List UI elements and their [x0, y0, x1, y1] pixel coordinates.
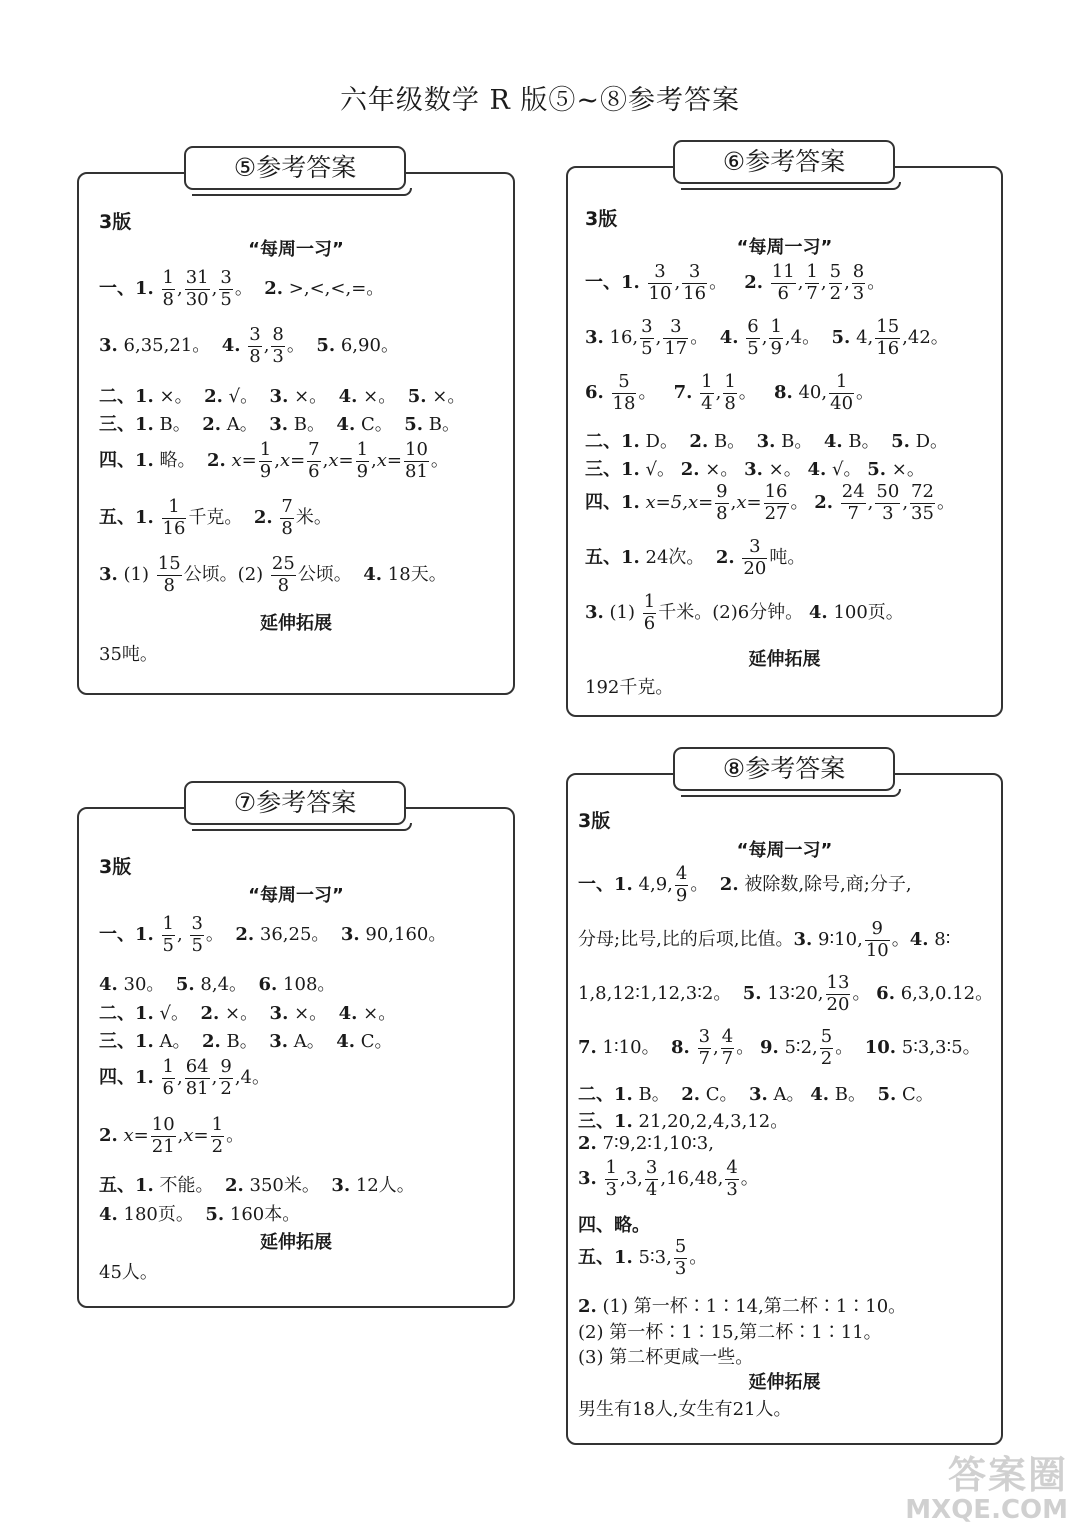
fraction: $\frac{3}{10}$: [648, 261, 672, 304]
panel-8-subtitle: “每周一习”: [736, 840, 833, 861]
fraction: $\frac{5}{3}$: [674, 1236, 687, 1279]
fraction: $\frac{3}{20}$: [743, 536, 767, 579]
fraction: $\frac{10}{21}$: [151, 1114, 175, 1157]
panel-8-line-3: 1,8,12∶1,12,3∶2。 5. 13∶20, $\frac{13}{20}$ 。 6. 6,3,0.12。: [578, 972, 994, 1015]
panel-8-line-5: 二、1. B。 2. C。 3. A。 4. B。 5. C。: [578, 1084, 934, 1105]
panel-6-line-6: 四、1. x=5,x= $\frac{9}{8}$ ,x= $\frac{16}{27}$ 。 2. $\frac{24}{7}$ , $\frac{50}{3}$ , $\frac{72}{35}$ 。: [585, 481, 955, 524]
panel-8-ext-answer: 男生有18人,女生有21人。: [578, 1399, 792, 1420]
panel-7-line-4: 三、1. A。 2. B。 3. A。 4. C。: [99, 1031, 393, 1052]
panel-7-line-3: 二、1. √。 2. ×。 3. ×。 4. ×。: [99, 1003, 397, 1024]
panel-6-line-7: 五、1. 24次。 2. $\frac{3}{20}$ 吨。: [585, 536, 806, 579]
fraction: $\frac{1}{40}$: [830, 371, 854, 414]
page-title: 六年级数学 R 版⑤~⑧参考答案: [339, 85, 741, 116]
panel-8-line-11: 2. (1) 第一杯∶1∶14,第二杯∶1∶10。: [578, 1296, 907, 1317]
fraction: $\frac{24}{7}$: [841, 481, 865, 524]
panel-6-line-8: 3. (1) $\frac{1}{6}$ 千米。(2)6分钟。 4. 100页。: [585, 591, 904, 634]
fraction: $\frac{1}{8}$: [162, 267, 174, 310]
fraction: $\frac{72}{35}$: [911, 481, 934, 524]
panel-8-line-9: 四、略。: [578, 1215, 650, 1236]
panel-8-line-12: (2) 第一杯∶1∶15,第二杯∶1∶11。: [578, 1322, 882, 1343]
panel-7-tab: ⑦参考答案: [184, 781, 406, 825]
fraction: $\frac{10}{81}$: [405, 439, 428, 482]
fraction: $\frac{1}{2}$: [211, 1114, 224, 1157]
panel-6-subtitle: “每周一习”: [736, 237, 833, 258]
fraction: $\frac{1}{16}$: [162, 496, 186, 539]
fraction: $\frac{1}{6}$: [162, 1056, 174, 1099]
fraction: $\frac{16}{27}$: [764, 481, 788, 524]
panel-7-subtitle: “每周一习”: [248, 885, 344, 906]
fraction: $\frac{3}{5}$: [641, 316, 653, 359]
fraction: $\frac{7}{8}$: [281, 496, 293, 539]
fraction: $\frac{1}{9}$: [770, 316, 782, 359]
panel-6-line-2: 3. 16, $\frac{3}{5}$ , $\frac{3}{17}$ 。 4. $\frac{6}{5}$ , $\frac{1}{9}$ ,4。 5. 4, $\frac{15}{16}$ ,42。: [585, 316, 949, 359]
panel-8-line-8: 3. $\frac{1}{3}$ ,3, $\frac{3}{4}$ ,16,48, $\frac{4}{3}$ 。: [578, 1157, 759, 1200]
panel-5-line-1: 一、1. $\frac{1}{8}$ , $\frac{31}{30}$ , $\frac{3}{5}$ 。 2. >,<,<,=。: [99, 267, 385, 310]
panel-5-line-7: 3. (1) $\frac{15}{8}$ 公顷。(2) $\frac{25}{8}$ 公顷。 4. 18天。: [99, 553, 447, 596]
panel-7-line-5: 四、1. $\frac{1}{6}$ , $\frac{64}{81}$ , $\frac{9}{2}$ ,4。: [99, 1056, 270, 1099]
panel-8-line-10: 五、1. 5∶3, $\frac{5}{3}$ 。: [578, 1236, 708, 1279]
panel-8-line-4: 7. 1∶10。 8. $\frac{3}{7}$ , $\frac{4}{7}$ 。 9. 5∶2, $\frac{5}{2}$ 。 10. 5∶3,3∶5。: [578, 1026, 981, 1069]
panel-7-line-1: 一、1. $\frac{1}{5}$ , $\frac{3}{5}$ 。 2. 36,25。 3. 90,160。: [99, 913, 447, 956]
panel-8-edition: 3版: [578, 810, 611, 832]
fraction: $\frac{3}{8}$: [249, 324, 261, 367]
panel-6-line-3: 6. $\frac{5}{18}$ 。 7. $\frac{1}{4}$ , $\frac{1}{8}$ 。 8. 40, $\frac{1}{40}$ 。: [585, 371, 875, 414]
fraction: $\frac{4}{7}$: [721, 1026, 734, 1069]
fraction: $\frac{1}{9}$: [356, 439, 369, 482]
panel-5-line-4: 三、1. B。 2. A。 3. B。 4. C。 5. B。: [99, 414, 460, 435]
fraction: $\frac{64}{81}$: [185, 1056, 209, 1099]
panel-6-ext-title: 延伸拓展: [748, 649, 821, 670]
panel-5-subtitle: “每周一习”: [248, 239, 344, 260]
fraction: $\frac{4}{3}$: [726, 1157, 738, 1200]
fraction: $\frac{3}{5}$: [220, 267, 232, 310]
panel-5-tab: ⑤参考答案: [184, 146, 406, 190]
fraction: $\frac{9}{10}$: [865, 918, 889, 961]
fraction: $\frac{9}{8}$: [716, 481, 728, 524]
fraction: $\frac{7}{6}$: [308, 439, 320, 482]
fraction: $\frac{3}{17}$: [664, 316, 688, 359]
panel-8-line-7: 2. 7∶9,2∶1,10∶3,: [578, 1133, 714, 1154]
fraction: $\frac{8}{3}$: [852, 261, 865, 304]
fraction: $\frac{5}{18}$: [612, 371, 636, 414]
fraction: $\frac{8}{3}$: [272, 324, 284, 367]
panel-8-line-1: 一、1. 4,9, $\frac{4}{9}$ 。 2. 被除数,除号,商;分子,: [578, 863, 912, 906]
panel-7-ext-answer: 45人。: [99, 1262, 158, 1283]
panel-7-edition: 3版: [99, 856, 132, 878]
fraction: $\frac{13}{20}$: [826, 972, 850, 1015]
panel-8-line-6: 三、1. 21,20,2,4,3,12。: [578, 1111, 789, 1132]
panel-7-line-8: 4. 180页。 5. 160本。: [99, 1204, 301, 1225]
fraction: $\frac{1}{6}$: [643, 591, 656, 634]
panel-6-line-5: 三、1. √。 2. ×。 3. ×。 4. √。 5. ×。: [585, 459, 925, 480]
fraction: $\frac{3}{5}$: [191, 913, 203, 956]
panel-6-edition: 3版: [585, 208, 618, 230]
fraction: $\frac{1}{4}$: [701, 371, 713, 414]
fraction: $\frac{3}{7}$: [698, 1026, 711, 1069]
fraction: $\frac{1}{8}$: [724, 371, 736, 414]
panel-6-tab: ⑥参考答案: [673, 140, 895, 184]
fraction: $\frac{3}{16}$: [683, 261, 707, 304]
panel-5-edition: 3版: [99, 211, 132, 233]
panel-5-ext-title: 延伸拓展: [260, 613, 332, 634]
panel-8-tab: ⑧参考答案: [673, 747, 895, 791]
panel-5-line-5: 四、1. 略。 2. x= $\frac{1}{9}$ ,x= $\frac{7}{6}$ ,x= $\frac{1}{9}$ ,x= $\frac{10}{81}$ 。: [99, 439, 449, 482]
panel-5-line-6: 五、1. $\frac{1}{16}$ 千克。 2. $\frac{7}{8}$ 米。: [99, 496, 332, 539]
fraction: $\frac{4}{9}$: [675, 863, 688, 906]
fraction: $\frac{15}{8}$: [157, 553, 181, 596]
panel-6-line-1: 一、1. $\frac{3}{10}$ , $\frac{3}{16}$ 。 2. $\frac{11}{6}$ , $\frac{1}{7}$ , $\frac{5}{2}$ , $\frac{8}{3}$ 。: [585, 261, 886, 304]
panel-8-ext-title: 延伸拓展: [748, 1372, 821, 1393]
panel-5-ext-answer: 35吨。: [99, 644, 158, 665]
panel-8-line-2: 分母;比号,比的后项,比值。3. 9∶10, $\frac{9}{10}$ 。4. 8∶: [578, 918, 951, 961]
fraction: $\frac{50}{3}$: [876, 481, 900, 524]
panel-7-line-2: 4. 30。 5. 8,4。 6. 108。: [99, 974, 336, 995]
fraction: $\frac{31}{30}$: [185, 267, 209, 310]
panel-8-line-13: (3) 第二杯更咸一些。: [578, 1347, 754, 1368]
fraction: $\frac{5}{2}$: [829, 261, 842, 304]
fraction: $\frac{1}{9}$: [259, 439, 272, 482]
panel-7-line-6: 2. x= $\frac{10}{21}$ ,x= $\frac{1}{2}$ 。: [99, 1114, 245, 1157]
panel-6-ext-answer: 192千克。: [585, 677, 674, 698]
fraction: $\frac{1}{3}$: [605, 1157, 617, 1200]
panel-6-line-4: 二、1. D。 2. B。 3. B。 4. B。 5. D。: [585, 431, 949, 452]
panel-5-line-3: 二、1. ×。 2. √。 3. ×。 4. ×。 5. ×。: [99, 386, 466, 407]
panel-7-line-7: 五、1. 不能。 2. 350米。 3. 12人。: [99, 1175, 415, 1196]
fraction: $\frac{1}{7}$: [806, 261, 818, 304]
panel-7-ext-title: 延伸拓展: [260, 1232, 332, 1253]
fraction: $\frac{6}{5}$: [747, 316, 759, 359]
fraction: $\frac{25}{8}$: [271, 553, 295, 596]
fraction: $\frac{11}{6}$: [771, 261, 795, 304]
fraction: $\frac{1}{5}$: [162, 913, 174, 956]
fraction: $\frac{15}{16}$: [876, 316, 900, 359]
fraction: $\frac{3}{4}$: [645, 1157, 658, 1200]
fraction: $\frac{9}{2}$: [220, 1056, 232, 1099]
panel-5-line-2: 3. 6,35,21。 4. $\frac{3}{8}$ , $\frac{8}{3}$ 。 5. 6,90。: [99, 324, 399, 367]
fraction: $\frac{5}{2}$: [820, 1026, 833, 1069]
watermark: 答案圈 MXQE.COM: [905, 1452, 1068, 1526]
